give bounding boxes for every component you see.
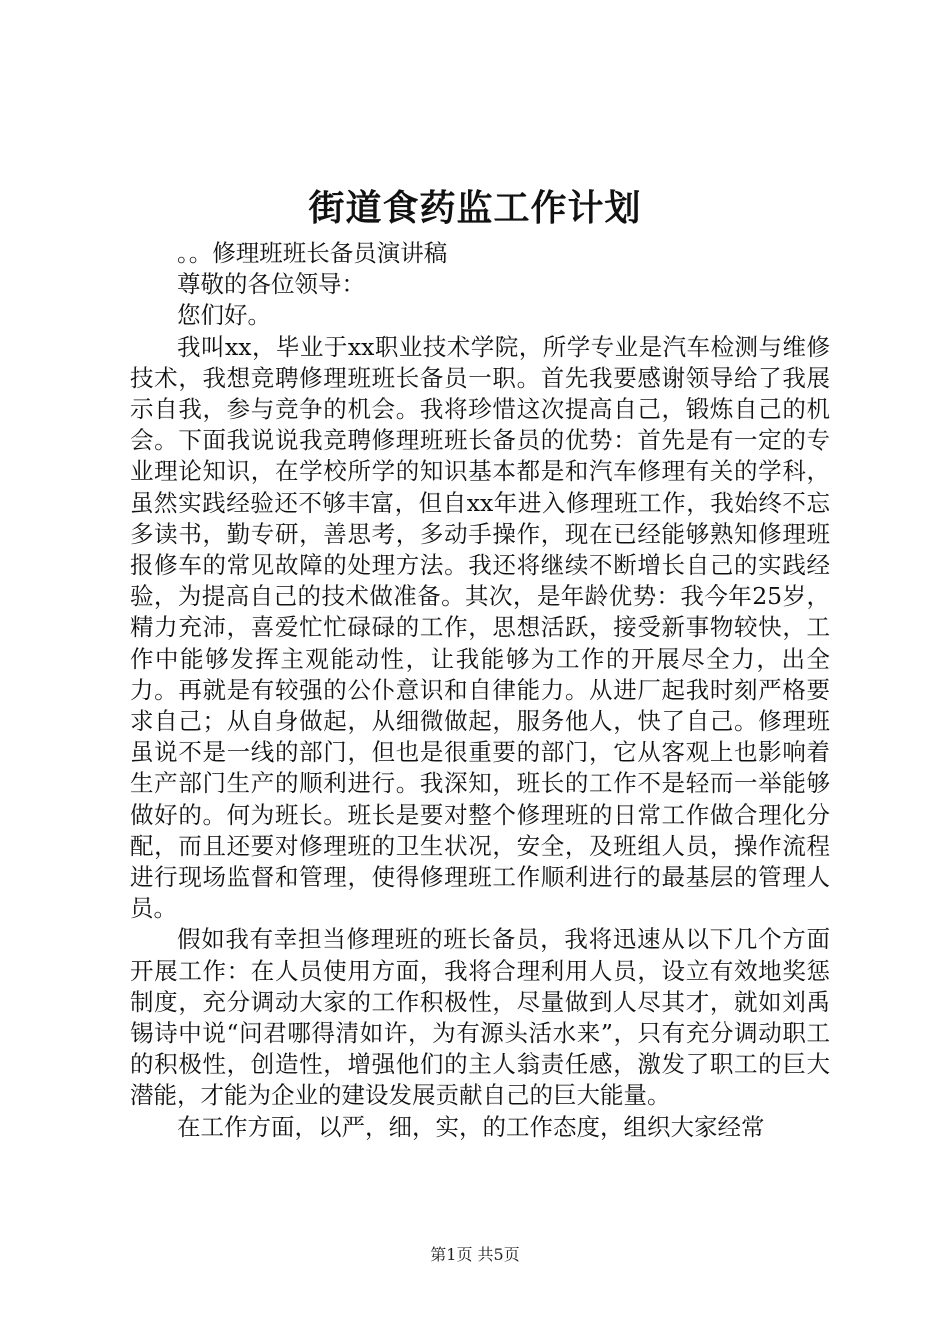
- body-paragraph: 假如我有幸担当修理班的班长备员，我将迅速从以下几个方面开展工作：在人员使用方面，我将合理利用人员，设立有效地奖惩制度，充分调动大家的工作积极性，尽量做到人尽其才，就如刘禹锡诗中说“问君哪得清如许，为有源头活水来”，只有充分调动职工的积极性，创造性，增强他们的主人翁责任感，激发了职工的巨大潜能，才能为企业的建设发展贡献自己的巨大能量。: [130, 925, 830, 1110]
- body-paragraph: 在工作方面，以严，细，实，的工作态度，组织大家经常: [177, 1112, 765, 1141]
- body-paragraph: 尊敬的各位领导：: [177, 270, 365, 299]
- body-paragraph: 您们好。: [177, 301, 271, 330]
- body-paragraph: 我叫xx，毕业于xx职业技术学院，所学专业是汽车检测与维修技术，我想竞聘修理班班长备员一职。首先我要感谢领导给了我展示自我，参与竞争的机会。我将珍惜这次提高自己，锻炼自己的机会。下面我说说我竞聘修理班班长备员的优势：首先是有一定的专业理论知识，在学校所学的知识基本都是和汽车修理有关的学科，虽然实践经验还不够丰富，但自xx年进入修理班工作，我始终不忘多读书，勤专研，善思考，多动手操作，现在已经能够熟知修理班报修车的常见故障的处理方法。我还将继续不断增长自己的实践经验，为提高自己的技术做准备。其次，是年龄优势：我今年25岁，精力充沛，喜爱忙忙碌碌的工作，思想活跃，接受新事物较快，工作中能够发挥主观能动性，让我能够为工作的开展尽全力，出全力。再就是有较强的公仆意识和自律能力。从进厂起我时刻严格要求自己；从自身做起，从细微做起，服务他人，快了自己。修理班虽说不是一线的部门，但也是很重要的部门，它从客观上也影响着生产部门生产的顺利进行。我深知，班长的工作不是轻而一举能够做好的。何为班长。班长是要对整个修理班的日常工作做合理化分配，而且还要对修理班的卫生状况，安全，及班组人员，操作流程进行现场监督和管理，使得修理班工作顺利进行的最基层的管理人员。: [130, 332, 830, 923]
- document-title: 街道食药监工作计划: [308, 187, 642, 229]
- page-footer: 第1页 共5页: [430, 1245, 520, 1264]
- document-body: [130, 238, 830, 1143]
- body-paragraph: 。。修理班班长备员演讲稿: [177, 239, 448, 267]
